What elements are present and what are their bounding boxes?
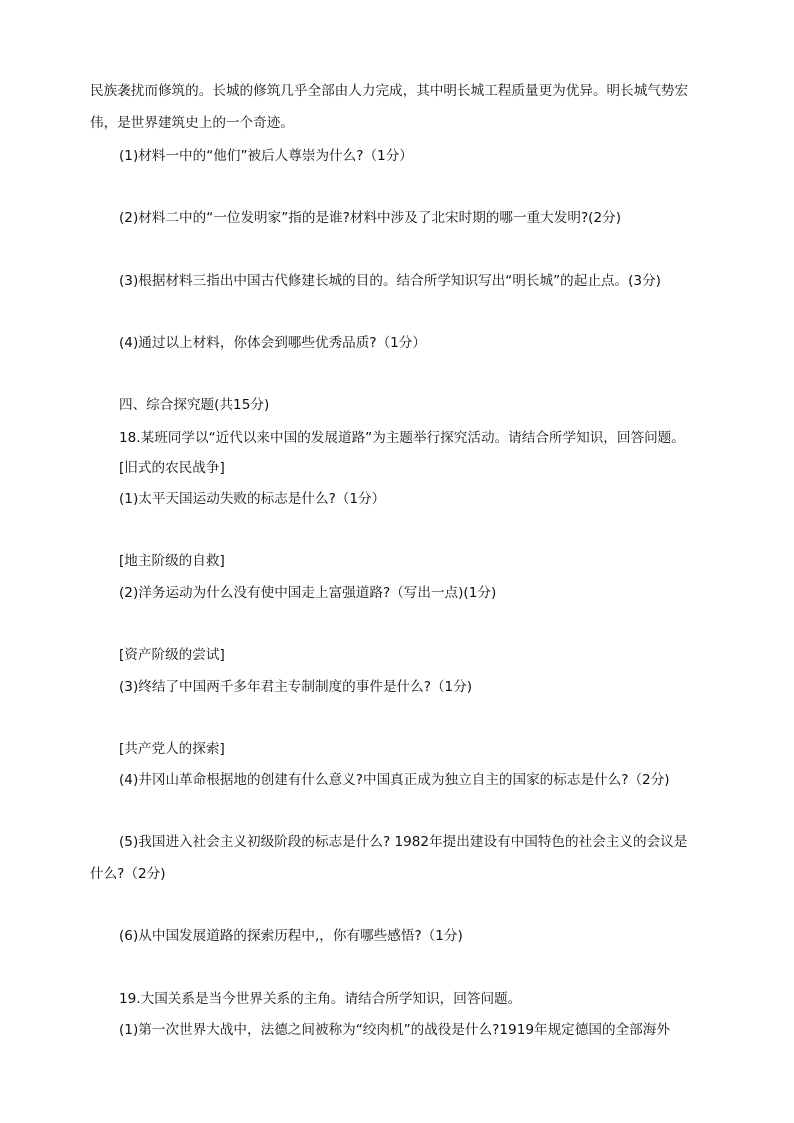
question-18-2: (2)洋务运动为什么没有使中国走上富强道路?（写出一点)(1分) — [119, 585, 497, 601]
text-line: 伟，是世界建筑史上的一个奇迹。 — [90, 115, 294, 131]
question-3: (3)根据材料三指出中国古代修建长城的目的。结合所学知识写出“明长城”的起止点。(3分) — [119, 273, 661, 289]
question-2: (2)材料二中的“一位发明家”指的是谁?材料中涉及了北宋时期的哪一重大发明?(2分) — [119, 210, 622, 226]
topic-heading: [资产阶级的尝试] — [119, 647, 225, 663]
text-line: 民族袭扰而修筑的。长城的修筑几乎全部由人力完成，其中明长城工程质量更为优异。明长城气势宏 — [90, 83, 689, 99]
question-18-stem: 18.某班同学以“近代以来中国的发展道路”为主题举行探究活动。请结合所学知识，回答问题。 — [119, 430, 685, 446]
topic-heading: [共产党人的探索] — [119, 741, 225, 757]
section-heading: 四、综合探究题(共15分) — [119, 397, 270, 413]
question-19-stem: 19.大国关系是当今世界关系的主角。请结合所学知识，回答问题。 — [119, 991, 522, 1007]
topic-heading: [地主阶级的自救] — [119, 553, 225, 569]
question-18-1: (1)太平天国运动失败的标志是什么?（1分） — [119, 491, 386, 507]
topic-heading: [旧式的农民战争] — [119, 460, 225, 476]
question-18-6: (6)从中国发展道路的探索历程中,，你有哪些感悟?（1分) — [119, 928, 463, 944]
question-19-1: (1)第一次世界大战中，法德之间被称为“绞肉机”的战役是什么?1919年规定德国的全部海外 — [119, 1022, 670, 1038]
question-4: (4)通过以上材料，你体会到哪些优秀品质?（1分） — [119, 335, 426, 351]
question-18-5-cont: 什么?（2分) — [90, 866, 166, 882]
question-18-5: (5)我国进入社会主义初级阶段的标志是什么? 1982年提出建设有中国特色的社会主义的会议是 — [119, 834, 688, 850]
question-18-4: (4)井冈山革命根据地的创建有什么意义?中国真正成为独立自主的国家的标志是什么?（2分) — [119, 772, 670, 788]
question-1: (1)材料一中的“他们”被后人尊崇为什么?（1分） — [119, 148, 413, 164]
question-18-3: (3)终结了中国两千多年君主专制制度的事件是什么?（1分) — [119, 679, 473, 695]
